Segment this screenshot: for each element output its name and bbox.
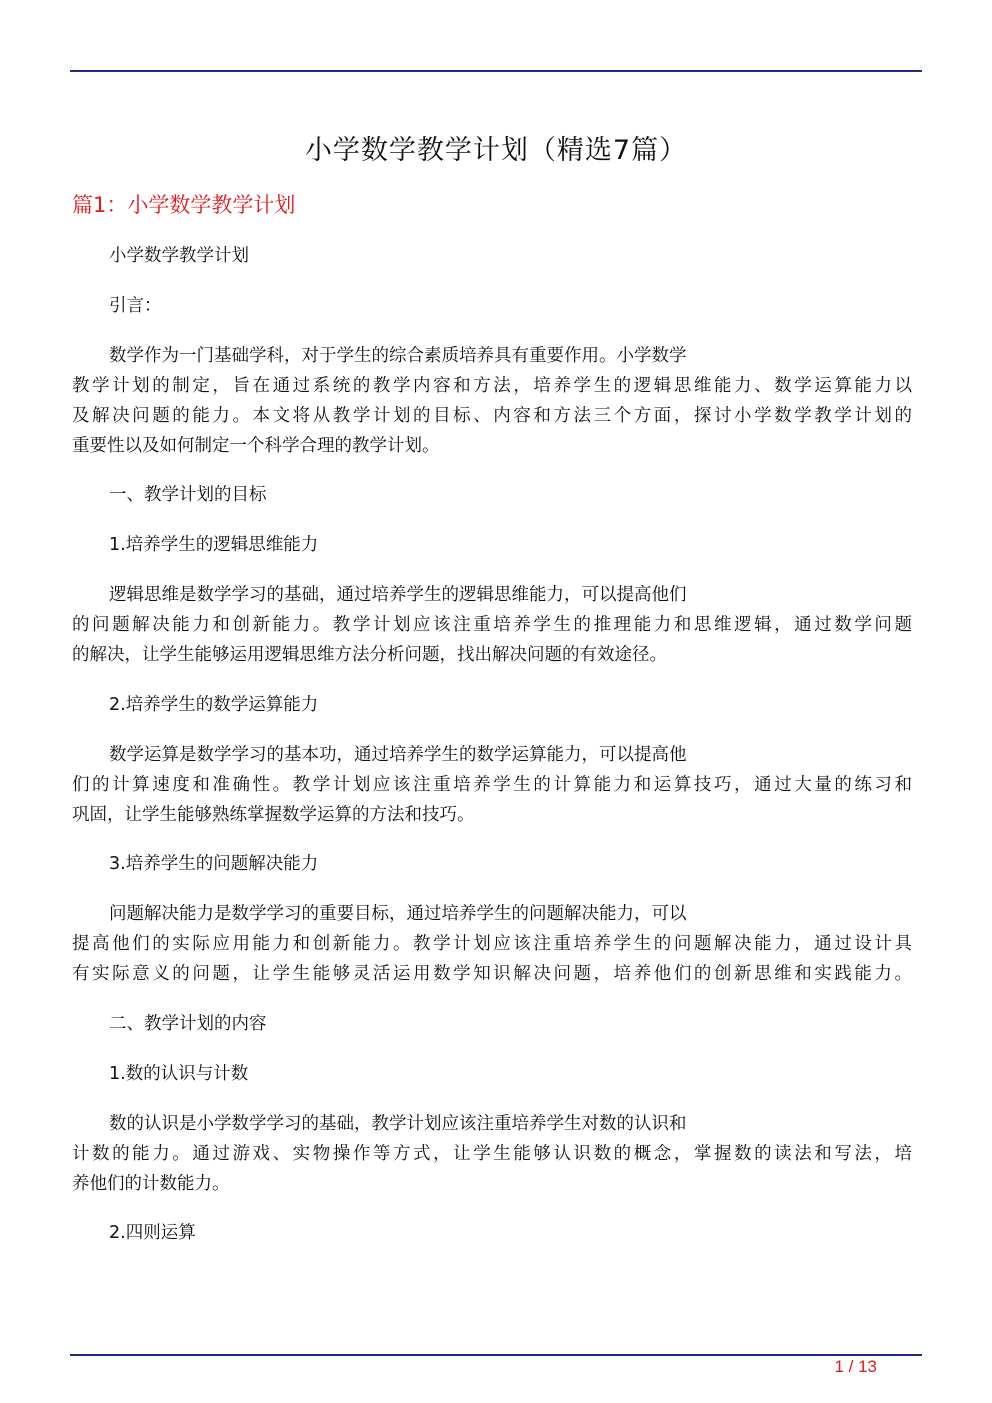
paragraph-line: 重要性以及如何制定一个科学合理的教学计划。 [72, 436, 440, 456]
heading-line: 1.培养学生的逻辑思维能力 [109, 535, 319, 555]
paragraph-line: 的解决，让学生能够运用逻辑思维方法分析问题，找出解决问题的有效途径。 [72, 645, 667, 665]
paragraph-line: 提高他们的实际应用能力和创新能力。教学计划应该注重培养学生的问题解决能力，通过设计具 [72, 934, 912, 954]
paragraph-line: 有实际意义的问题，让学生能够灵活运用数学知识解决问题，培养他们的创新思维和实践能力。 [72, 964, 912, 984]
paragraph-line: 数学运算是数学学习的基本功，通过培养学生的数学运算能力，可以提高他 [109, 745, 687, 765]
paragraph-line: 教学计划的制定，旨在通过系统的教学内容和方法，培养学生的逻辑思维能力、数学运算能力以 [72, 376, 912, 396]
paragraph-line: 的问题解决能力和创新能力。教学计划应该注重培养学生的推理能力和思维逻辑，通过数学问题 [72, 615, 912, 635]
paragraph-line: 养他们的计数能力。 [72, 1174, 230, 1194]
paragraph-line: 巩固，让学生能够熟练掌握数学运算的方法和技巧。 [72, 805, 475, 825]
heading-line: 3.培养学生的问题解决能力 [109, 854, 319, 874]
paragraph-line: 及解决问题的能力。本文将从教学计划的目标、内容和方法三个方面，探讨小学数学教学计划的 [72, 406, 912, 426]
paragraph-line: 逻辑思维是数学学习的基础，通过培养学生的逻辑思维能力，可以提高他们 [109, 585, 687, 605]
footer-rule [70, 1354, 922, 1356]
heading-line: 2.培养学生的数学运算能力 [109, 695, 319, 715]
page-number: 1 / 13 [834, 1357, 877, 1376]
paragraph-line: 们的计算速度和准确性。教学计划应该注重培养学生的计算能力和运算技巧，通过大量的练习和 [72, 775, 912, 795]
paragraph-line: 问题解决能力是数学学习的重要目标，通过培养学生的问题解决能力，可以 [109, 904, 687, 924]
header-rule [70, 70, 922, 72]
heading-line: 1.数的认识与计数 [109, 1064, 249, 1084]
heading-line: 一、教学计划的目标 [109, 485, 267, 505]
paragraph-line: 小学数学教学计划 [109, 246, 249, 266]
paragraph-line: 引言： [109, 296, 162, 316]
heading-line: 2.四则运算 [109, 1223, 196, 1243]
paragraph-line: 计数的能力。通过游戏、实物操作等方式，让学生能够认识数的概念，掌握数的读法和写法，培 [72, 1144, 912, 1164]
section-heading: 篇1：小学数学教学计划 [72, 193, 296, 217]
heading-line: 二、教学计划的内容 [109, 1014, 267, 1034]
paragraph-line: 数的认识是小学数学学习的基础，教学计划应该注重培养学生对数的认识和 [109, 1114, 687, 1134]
document-title: 小学数学教学计划（精选7篇） [304, 135, 688, 166]
paragraph-line: 数学作为一门基础学科，对于学生的综合素质培养具有重要作用。小学数学 [109, 346, 687, 366]
